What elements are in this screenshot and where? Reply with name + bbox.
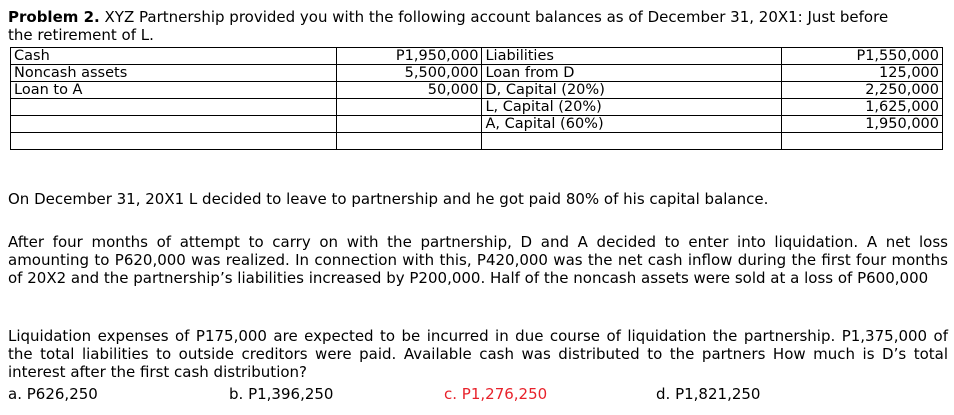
problem-heading: [8, 8, 948, 26]
choice-letter: d.: [656, 385, 671, 403]
liability-name: A, Capital (60%): [482, 116, 782, 133]
asset-name: Cash: [11, 48, 337, 65]
empty-cell: [482, 133, 782, 150]
paragraph-question: Liquidation expenses of P175,000 are expected to be incurred in due course of liquidation the partnership. P1,375,000 of the total liabilities to outside creditors were paid. Available cash was distributed to the partners How much is D’s total interest after the first cash distribution?: [8, 327, 948, 381]
choice-letter: b.: [229, 385, 244, 403]
table-row: [11, 65, 943, 82]
asset-name: Loan to A: [11, 82, 337, 99]
asset-amount: P1,950,000: [336, 48, 482, 65]
choice-a[interactable]: [8, 385, 98, 403]
asset-amount: 5,500,000: [336, 65, 482, 82]
empty-cell: [782, 133, 943, 150]
empty-cell: [11, 99, 337, 116]
asset-amount: 50,000: [336, 82, 482, 99]
choice-b[interactable]: [229, 385, 333, 403]
table-row: [11, 99, 943, 116]
choice-letter: a.: [8, 385, 22, 403]
empty-cell: [336, 116, 482, 133]
empty-cell: [11, 116, 337, 133]
problem-intro: XYZ Partnership provided you with the following account balances as of December 31, 20X1: Just before: [104, 8, 889, 26]
choice-text: P1,276,250: [461, 385, 548, 403]
choice-d[interactable]: [656, 385, 760, 403]
problem-label: Problem 2.: [8, 8, 100, 26]
paragraph-retirement: On December 31, 20X1 L decided to leave to partnership and he got paid 80% of his capital balance.: [8, 190, 769, 208]
problem-intro-continued: the retirement of L.: [8, 26, 154, 44]
choice-text: P1,396,250: [248, 385, 334, 403]
choice-text: P626,250: [26, 385, 98, 403]
answer-choices: [8, 385, 948, 403]
liability-amount: 125,000: [782, 65, 943, 82]
liability-amount: 1,625,000: [782, 99, 943, 116]
liability-amount: P1,550,000: [782, 48, 943, 65]
table-row: [11, 116, 943, 133]
empty-cell: [336, 133, 482, 150]
liability-name: D, Capital (20%): [482, 82, 782, 99]
asset-name: Noncash assets: [11, 65, 337, 82]
liability-name: Liabilities: [482, 48, 782, 65]
choice-letter: c.: [444, 385, 458, 403]
paragraph-liquidation: After four months of attempt to carry on with the partnership, D and A decided to enter into liquidation. A net loss amounting to P620,000 was realized. In connection with this, P420,000 was the net cash inflow during the first four months of 20X2 and the partnership’s liabilities increased by P200,000. Half of the noncash assets were sold at a loss of P600,000: [8, 233, 948, 287]
account-balances-table: [10, 47, 943, 150]
table-row: [11, 82, 943, 99]
empty-cell: [11, 133, 337, 150]
liability-name: L, Capital (20%): [482, 99, 782, 116]
liability-name: Loan from D: [482, 65, 782, 82]
choice-text: P1,821,250: [675, 385, 761, 403]
choice-c-highlighted[interactable]: [444, 385, 547, 403]
liability-amount: 1,950,000: [782, 116, 943, 133]
liability-amount: 2,250,000: [782, 82, 943, 99]
empty-cell: [336, 99, 482, 116]
table-row: [11, 48, 943, 65]
total-row: [11, 133, 943, 150]
